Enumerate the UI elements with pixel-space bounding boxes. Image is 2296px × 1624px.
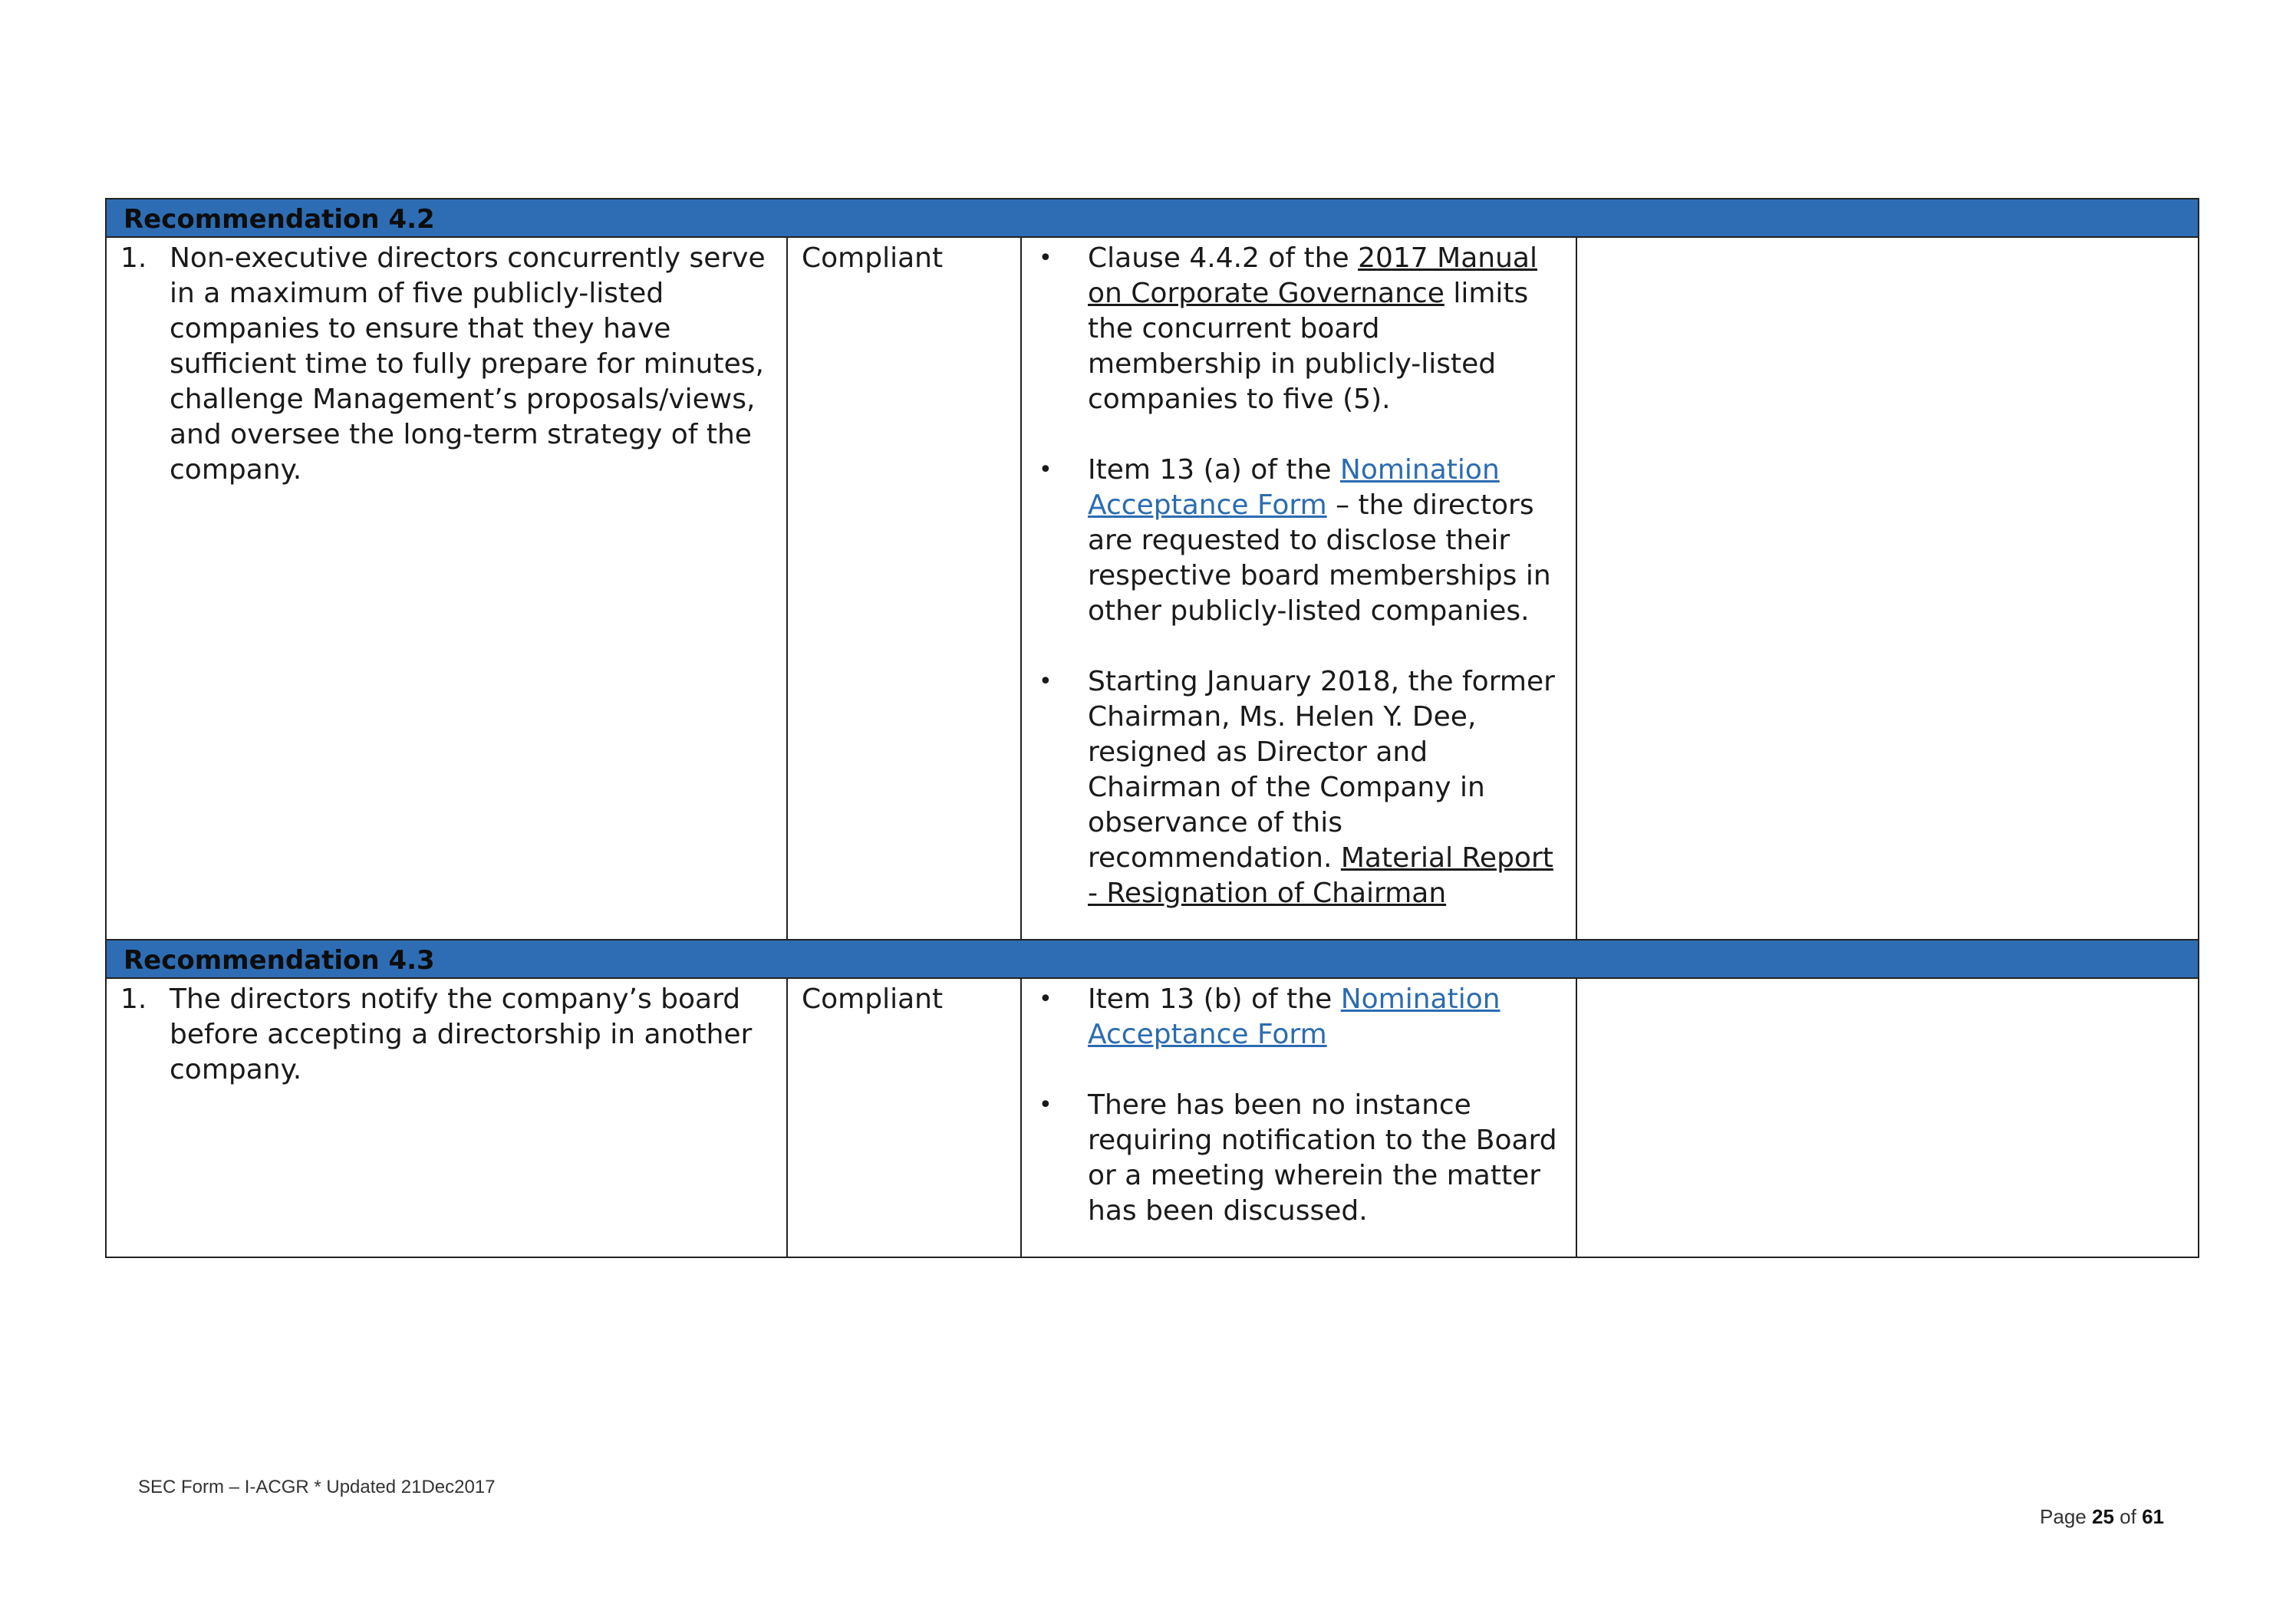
explanation-text: Starting January 2018, the former Chairman, Ms. Helen Y. Dee, resigned as Director and Chairman of the Company in observance of this recommendation. xyxy=(1088,666,1555,874)
item-number: 1. xyxy=(120,242,147,274)
recommendation-text-cell xyxy=(106,237,787,940)
page-of: of xyxy=(2120,1505,2136,1528)
page-number xyxy=(2040,1505,2164,1529)
recommendations-table xyxy=(105,198,2199,1258)
explanation-text: Item 13 (b) of the xyxy=(1088,983,1341,1015)
item-number: 1. xyxy=(120,983,147,1015)
explanation-text: – the directors are requested to disclose their respective board memberships in other publicly-listed companies. xyxy=(1088,489,1551,627)
explanation-list xyxy=(1036,241,1562,911)
recommendation-row xyxy=(106,237,2199,940)
page-total: 61 xyxy=(2142,1505,2164,1528)
explanation-cell xyxy=(1021,978,1576,1257)
remarks-cell xyxy=(1576,978,2199,1257)
nomination-form-link[interactable]: Nomination Acceptance Form xyxy=(1088,454,1500,521)
recommendation-header-row xyxy=(106,940,2199,978)
explanation-text: limits the concurrent board membership in publicly-listed companies to five (5). xyxy=(1088,278,1529,415)
explanation-item xyxy=(1036,982,1562,1052)
material-report-link[interactable]: Material Report - Resignation of Chairman xyxy=(1088,842,1553,909)
explanation-list xyxy=(1036,982,1562,1229)
compliance-status-cell xyxy=(787,237,1021,940)
recommendation-title: Recommendation 4.2 xyxy=(106,199,2199,237)
form-label: SEC Form – I-ACGR * Updated 21Dec2017 xyxy=(138,1477,496,1497)
recommendation-row xyxy=(106,978,2199,1257)
recommendation-title: Recommendation 4.3 xyxy=(106,940,2199,978)
explanation-text: Item 13 (a) of the xyxy=(1088,454,1340,486)
compliance-status: Compliant xyxy=(802,983,944,1015)
compliance-status: Compliant xyxy=(802,242,944,274)
explanation-cell xyxy=(1021,237,1576,940)
bullet-icon: • xyxy=(1039,986,1052,1013)
explanation-item xyxy=(1036,1088,1562,1229)
explanation-text: There has been no instance requiring notification to the Board or a meeting wherein the matter has been discussed. xyxy=(1088,1089,1557,1227)
manual-link[interactable]: 2017 Manual on Corporate Governance xyxy=(1088,242,1537,309)
item-text: Non-executive directors concurrently serve in a maximum of five publicly-listed companies to ensure that they have sufficient time to fully prepare for minutes, challenge Management’s proposals/views, and oversee the long-term strategy of the company. xyxy=(170,242,766,486)
remarks-cell xyxy=(1576,237,2199,940)
bullet-icon: • xyxy=(1039,668,1052,695)
bullet-icon: • xyxy=(1039,245,1052,272)
page-word: Page xyxy=(2040,1505,2087,1528)
item-text: The directors notify the company’s board before accepting a directorship in another company. xyxy=(170,983,753,1085)
explanation-item xyxy=(1036,241,1562,417)
explanation-text: Clause 4.4.2 of the xyxy=(1088,242,1359,274)
recommendation-text-cell xyxy=(106,978,787,1257)
page-current: 25 xyxy=(2092,1505,2114,1528)
explanation-item xyxy=(1036,453,1562,629)
bullet-icon: • xyxy=(1039,456,1052,483)
recommendation-header-row xyxy=(106,199,2199,237)
compliance-status-cell xyxy=(787,978,1021,1257)
nomination-form-link[interactable]: Nomination Acceptance Form xyxy=(1088,983,1500,1050)
explanation-item xyxy=(1036,664,1562,911)
bullet-icon: • xyxy=(1039,1092,1052,1118)
